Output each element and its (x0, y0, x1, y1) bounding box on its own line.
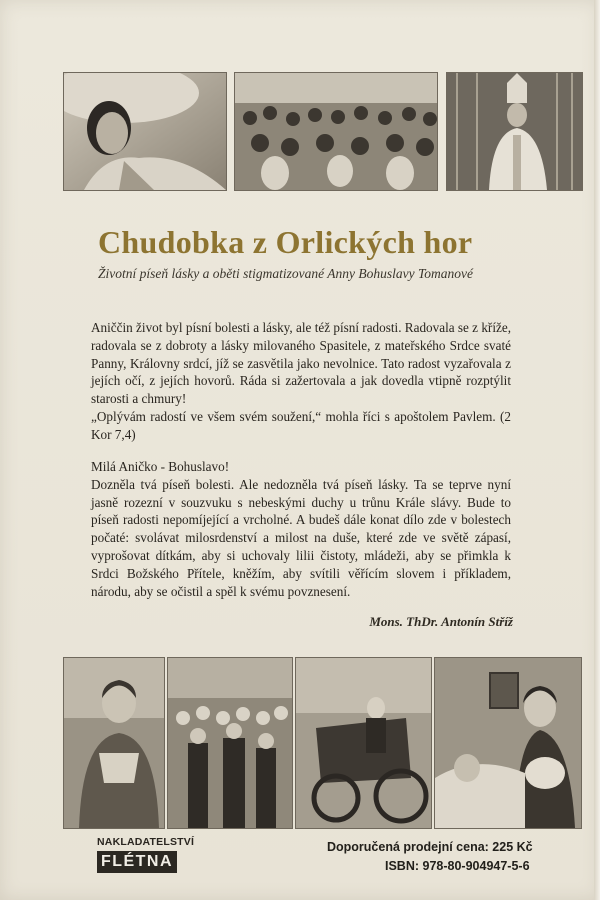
blurb-paragraph-1 (91, 319, 511, 444)
blurb-greeting: Milá Aničko - Bohuslavo! (91, 459, 230, 474)
photo-bishop (446, 72, 583, 191)
blurb-quote: „Oplývám radostí ve všem svém soužení,“ mohla říci s apoštolem Pavlem. (2 Kor 7,4) (91, 408, 511, 442)
cover-edge (594, 0, 600, 900)
book-title: Chudobka z Orlických hor (98, 224, 473, 260)
photo-woman-in-bed (63, 72, 227, 191)
blurb-paragraph-2 (91, 458, 511, 600)
recommended-price: Doporučená prodejní cena: 225 Kč (327, 840, 533, 854)
photo-seated-woman (63, 657, 165, 829)
photo-carriage (295, 657, 432, 829)
blurb-author: Mons. ThDr. Antonín Stříž (369, 614, 513, 629)
isbn-number: ISBN: 978-80-904947-5-6 (385, 859, 530, 873)
book-subtitle: Životní píseň lásky a oběti stigmatizované Anny Bohuslavy Tomanové (98, 266, 473, 281)
photo-crowd (234, 72, 438, 191)
blurb-text: Aniččin život byl písní bolesti a lásky, ale též písní radosti. Radovala se z kříže, radovala se z dobroty a lásky milovaného Spasitele, z mateřského Srdce svaté Panny, Královny srdcí, jíž se zasvětila jako nevolnice. Tato radost vyzařovala z jejích očí, z jejích hovorů. Ráda si zažertovala a jak dovedla vtipně rozptýlit starosti a chmury! (91, 320, 511, 407)
photo-mother-with-baby (434, 657, 582, 829)
publisher-brand: FLÉTNA (97, 851, 177, 873)
blurb-text: Dozněla tvá píseň bolesti. Ale nedozněla tvá píseň lásky. Ta se teprve nyní jasně rozezní v souzvuku s nebeskými duchy u trůnu Krále slávy. Bude to píseň radosti nepomíjející a vrcholné. A budeš dále konat dílo zde v bolestech počaté: svolávat milosrdenství a milost na duše, které zde ve světě zápasí, vyprošovat dítkám, aby si uchovaly lilii čistoty, mládeži, aby se přimkla k Srdci Božského Přítele, kněžím, aby svítili věřícím slovem i příkladem, národu, aby se očistil a spěl k svému povznesení. (91, 476, 511, 599)
publisher-label: NAKLADATELSTVÍ (97, 836, 195, 848)
photo-group-procession (167, 657, 293, 829)
price-isbn-block (327, 838, 537, 876)
publisher-logo (97, 836, 195, 873)
